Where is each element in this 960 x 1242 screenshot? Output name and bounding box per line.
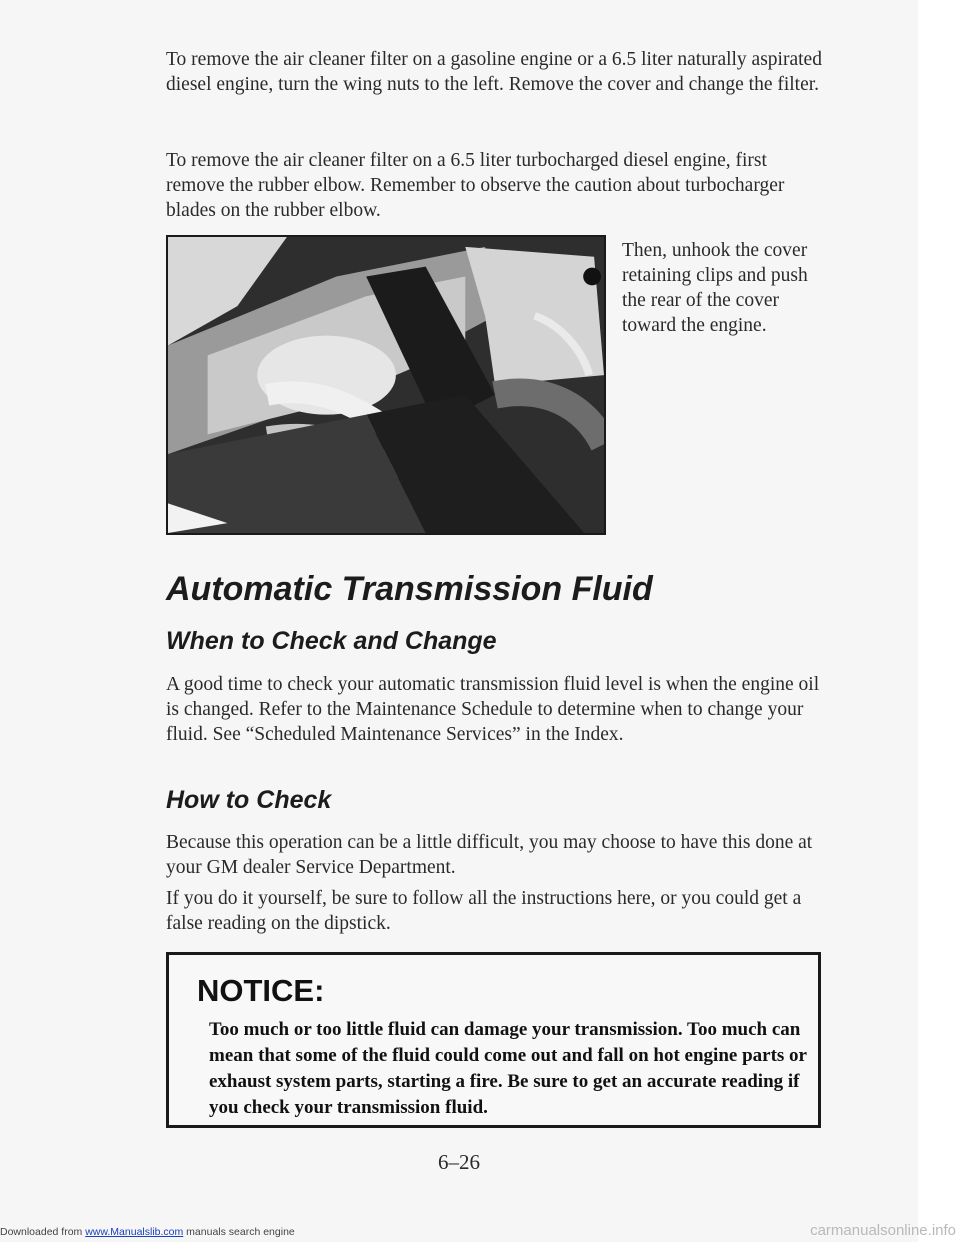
subheading-when-to-check: When to Check and Change xyxy=(166,627,497,655)
download-footer xyxy=(0,1226,295,1238)
manualslib-link[interactable]: www.Manualslib.com xyxy=(85,1226,184,1238)
side-caption: Then, unhook the cover retaining clips and push the rear of the cover toward the engine. xyxy=(622,240,808,336)
subheading-how-to-check: How to Check xyxy=(166,786,332,814)
how-paragraph-2: If you do it yourself, be sure to follow all the instructions here, or you could get a false reading on the dipstick. xyxy=(166,888,802,934)
notice-body: Too much or too little fluid can damage your transmission. Too much can mean that some of the fluid could come out and fall on hot engine parts or exhaust system parts, starting a fire. Be sure to get an accurate reading if you check your transmission fluid. xyxy=(209,1019,807,1118)
notice-box xyxy=(166,952,821,1128)
footer-prefix: Downloaded from xyxy=(0,1226,86,1238)
intro-paragraph-1: To remove the air cleaner filter on a gasoline engine or a 6.5 liter naturally aspirated diesel engine, turn the wing nuts to the left. Remove the cover and change the filter. xyxy=(166,49,822,95)
intro-paragraph-2: To remove the air cleaner filter on a 6.5 liter turbocharged diesel engine, first remove the rubber elbow. Remember to observe the caution about turbocharger blades on the rubber elbow. xyxy=(166,150,785,221)
section-heading: Automatic Transmission Fluid xyxy=(166,570,653,608)
footer-suffix: manuals search engine xyxy=(183,1226,295,1238)
watermark-text: carmanualsonline.info xyxy=(810,1222,956,1239)
air-cleaner-illustration xyxy=(168,237,604,533)
when-paragraph: A good time to check your automatic transmission fluid level is when the engine oil is changed. Refer to the Maintenance Schedule to determine when to change your fluid. See “Scheduled Maintenance Services” in the Index. xyxy=(166,674,820,745)
page-number: 6–26 xyxy=(438,1150,480,1174)
how-paragraph-1: Because this operation can be a little difficult, you may choose to have this done at your GM dealer Service Department. xyxy=(166,832,813,878)
notice-title: NOTICE: xyxy=(197,973,325,1008)
air-cleaner-photo xyxy=(166,235,606,535)
